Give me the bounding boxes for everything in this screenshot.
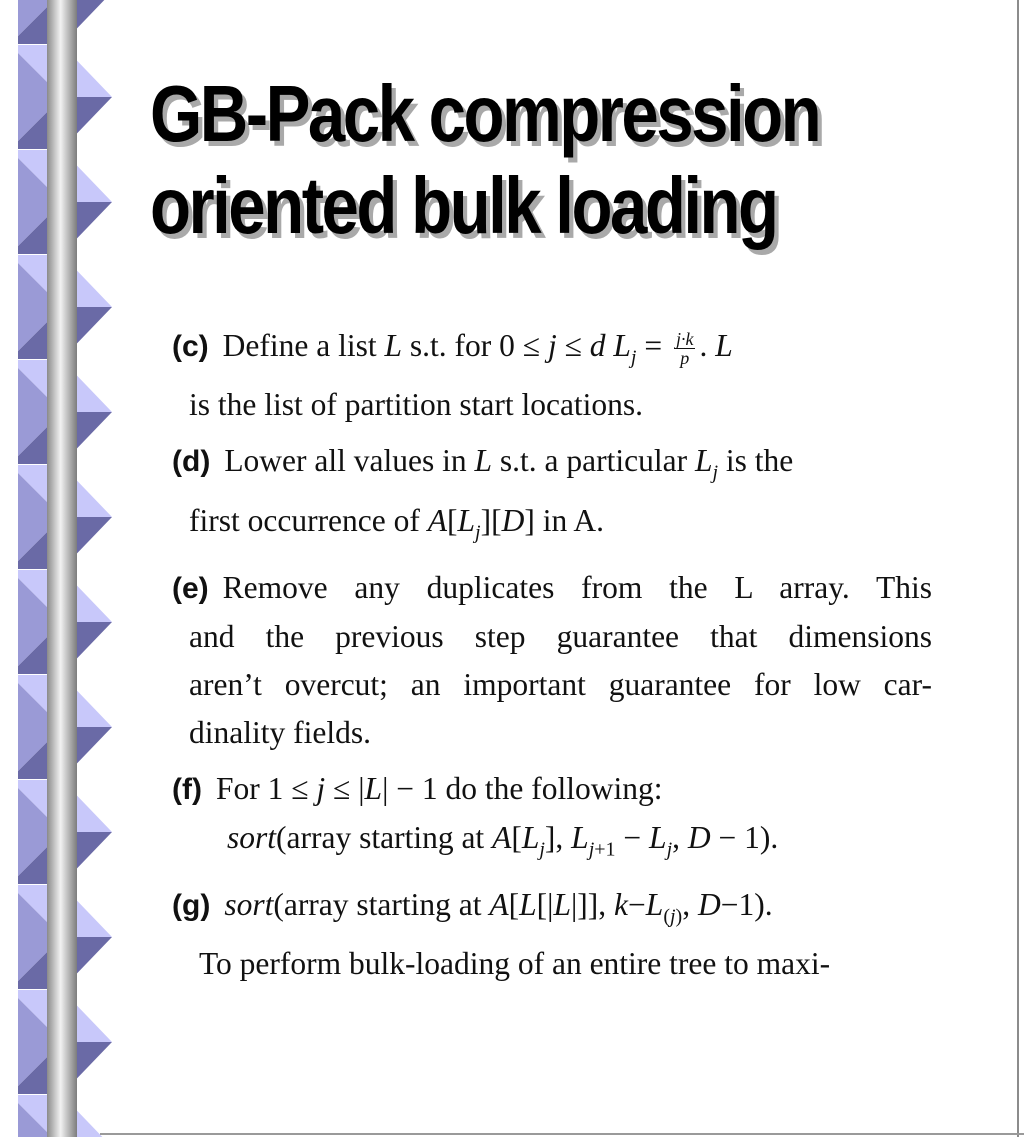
fraction: $\frac{j\cdot k}{p}$ [675,329,694,369]
step-tag: (e) [172,571,209,605]
algorithm-steps [172,322,932,996]
step-line: dinality fields. [189,714,371,750]
step-line: aren’t overcut; an important guarantee for low car- [189,666,932,702]
step-e [172,564,932,757]
step-line: and the previous step guarantee that dimensions [189,618,932,654]
step-line: To perform bulk-loading of an entire tree to maxi- [199,946,831,982]
step-tag: (d) [172,445,211,479]
step-line: Remove any duplicates from the L array. This [222,569,932,605]
slide-title [150,68,819,252]
step-tag: (c) [172,330,209,363]
step-c: (c) Define a list L s.t. for 0 ≤ j ≤ d $L_j$ = $\frac{j\cdot k}{p}$ . L is the list of partition start locations. [172,328,733,423]
step-tag: (g) [172,889,211,923]
step-d: (d) Lower all values in L s.t. a particular $L_j$ is the first occurrence of $A[L_j][D]$ in A. [172,443,794,543]
right-border-line [1017,0,1019,1137]
step-f: (f) For 1 ≤ j ≤ |L| − 1 do the following: sort(array starting at $A[L_j]$, $L_{j+1} - L_j$, D − 1). [172,770,779,861]
bottom-border-line [100,1133,1024,1135]
step-g: (g) sort(array starting at A[L[|L|]], $k-L_{(j)}$, D−1). To perform bulk-loading of an entire tree to maxi- [172,881,932,988]
title-line-2: oriented bulk loading [150,161,777,250]
step-tag: (f) [172,772,202,806]
decorative-chevron-band [0,0,112,1137]
title-line-1: GB-Pack compression [150,69,820,158]
